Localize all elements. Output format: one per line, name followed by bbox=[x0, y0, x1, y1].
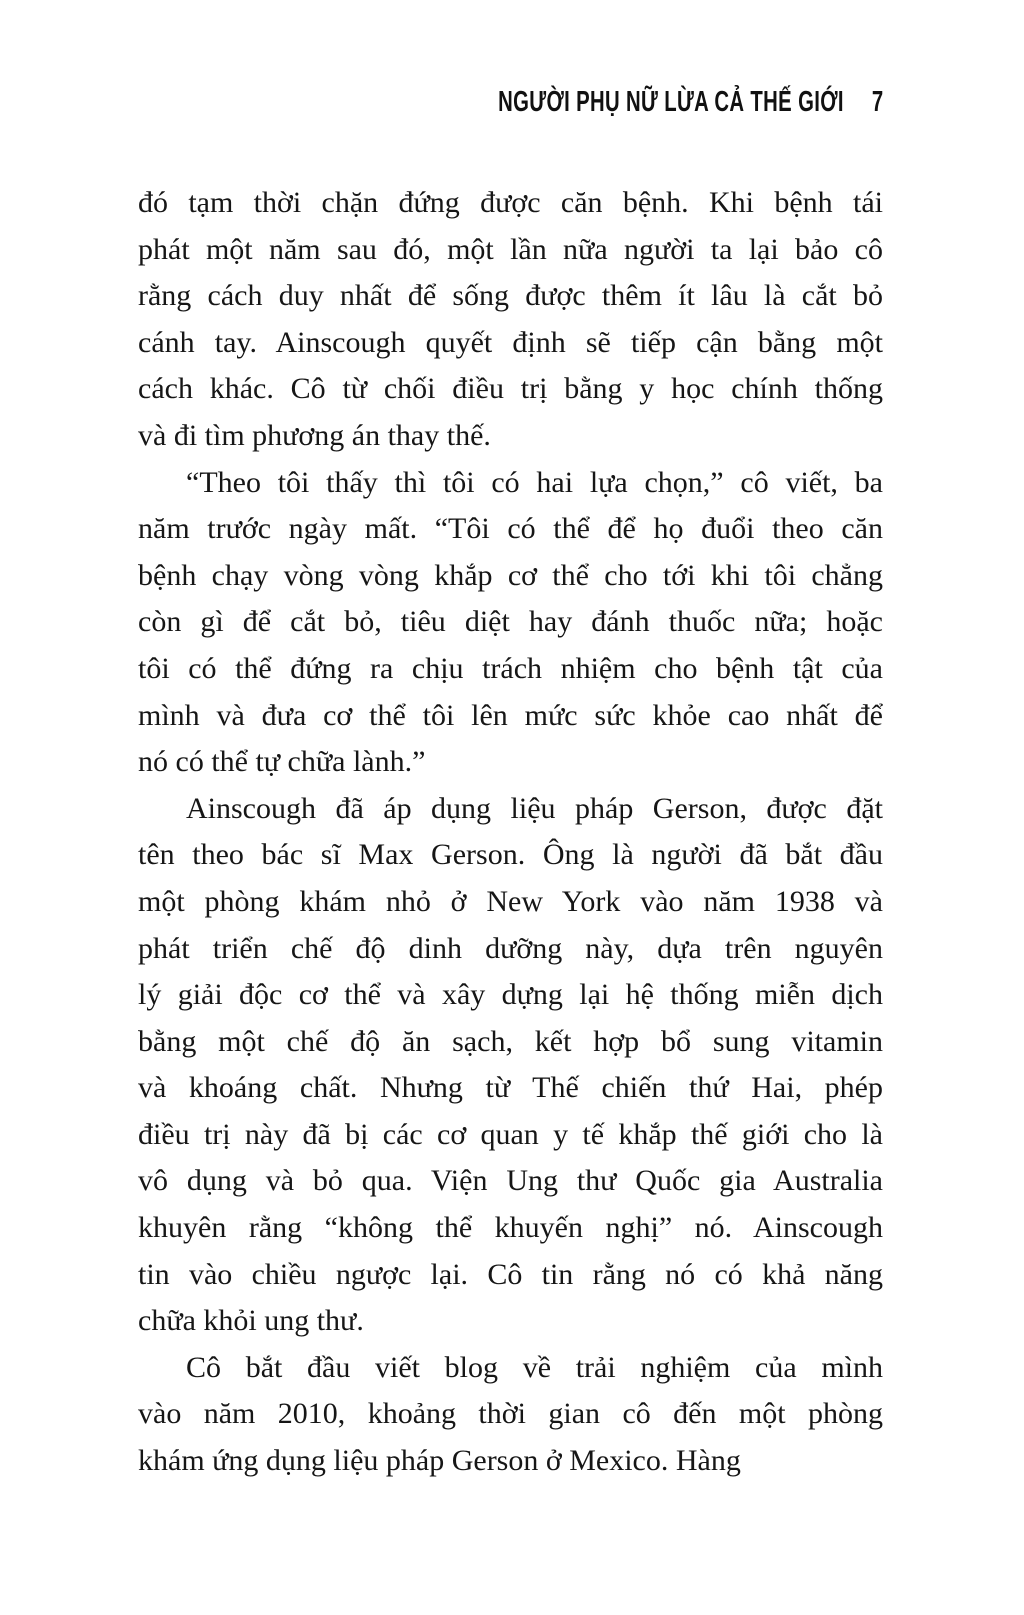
text-line: điều trị này đã bị các cơ quan y tế khắp thế giới cho là bbox=[138, 1117, 883, 1151]
text-line: phát triển chế độ dinh dưỡng này, dựa trên nguyên bbox=[138, 931, 883, 965]
running-header-title: NGƯỜI PHỤ NỮ LỪA CẢ THẾ GIỚI bbox=[497, 86, 844, 118]
text-line: lý giải độc cơ thể và xây dựng lại hệ thống miễn dịch bbox=[138, 978, 883, 1012]
text-line: nó có thể tự chữa lành.” bbox=[138, 745, 426, 779]
text-line: khám ứng dụng liệu pháp Gerson ở Mexico. Hàng bbox=[138, 1444, 741, 1478]
text-line: vô dụng và bỏ qua. Viện Ung thư Quốc gia Australia bbox=[138, 1164, 883, 1198]
text-line: và khoáng chất. Nhưng từ Thế chiến thứ Hai, phép bbox=[138, 1071, 883, 1105]
text-line: bằng một chế độ ăn sạch, kết hợp bổ sung vitamin bbox=[138, 1024, 883, 1058]
text-line: phát một năm sau đó, một lần nữa người ta lại bảo cô bbox=[138, 232, 883, 266]
text-line: một phòng khám nhỏ ở New York vào năm 1938 và bbox=[138, 884, 883, 918]
text-line: mình và đưa cơ thể tôi lên mức sức khỏe cao nhất để bbox=[138, 698, 883, 732]
text-line: Cô bắt đầu viết blog về trải nghiệm của mình bbox=[186, 1350, 883, 1384]
body-text bbox=[138, 180, 883, 1485]
page-number: 7 bbox=[871, 86, 883, 118]
text-line: còn gì để cắt bỏ, tiêu diệt hay đánh thuốc nữa; hoặc bbox=[138, 605, 883, 639]
running-header bbox=[138, 86, 883, 119]
text-line: đó tạm thời chặn đứng được căn bệnh. Khi bệnh tái bbox=[138, 186, 883, 219]
text-line: năm trước ngày mất. “Tôi có thể để họ đuổi theo căn bbox=[138, 512, 883, 546]
text-line: Ainscough đã áp dụng liệu pháp Gerson, được đặt bbox=[186, 791, 883, 825]
text-line: “Theo tôi thấy thì tôi có hai lựa chọn,” cô viết, ba bbox=[186, 465, 883, 499]
running-header-row bbox=[498, 86, 883, 119]
text-line: tin vào chiều ngược lại. Cô tin rằng nó có khả năng bbox=[138, 1257, 883, 1291]
text-line: vào năm 2010, khoảng thời gian cô đến một phòng bbox=[138, 1397, 883, 1431]
text-line: cánh tay. Ainscough quyết định sẽ tiếp cận bằng một bbox=[138, 325, 883, 359]
text-line: cách khác. Cô từ chối điều trị bằng y học chính thống bbox=[138, 372, 883, 406]
text-line: rằng cách duy nhất để sống được thêm ít lâu là cắt bỏ bbox=[138, 279, 883, 313]
text-line: khuyên rằng “không thể khuyến nghị” nó. Ainscough bbox=[138, 1211, 883, 1245]
text-line: và đi tìm phương án thay thế. bbox=[138, 418, 491, 452]
text-line: chữa khỏi ung thư. bbox=[138, 1304, 364, 1338]
text-line: bệnh chạy vòng vòng khắp cơ thể cho tới khi tôi chẳng bbox=[138, 558, 883, 592]
text-line: tôi có thể đứng ra chịu trách nhiệm cho bệnh tật của bbox=[138, 651, 883, 685]
text-line: tên theo bác sĩ Max Gerson. Ông là người đã bắt đầu bbox=[138, 838, 883, 872]
